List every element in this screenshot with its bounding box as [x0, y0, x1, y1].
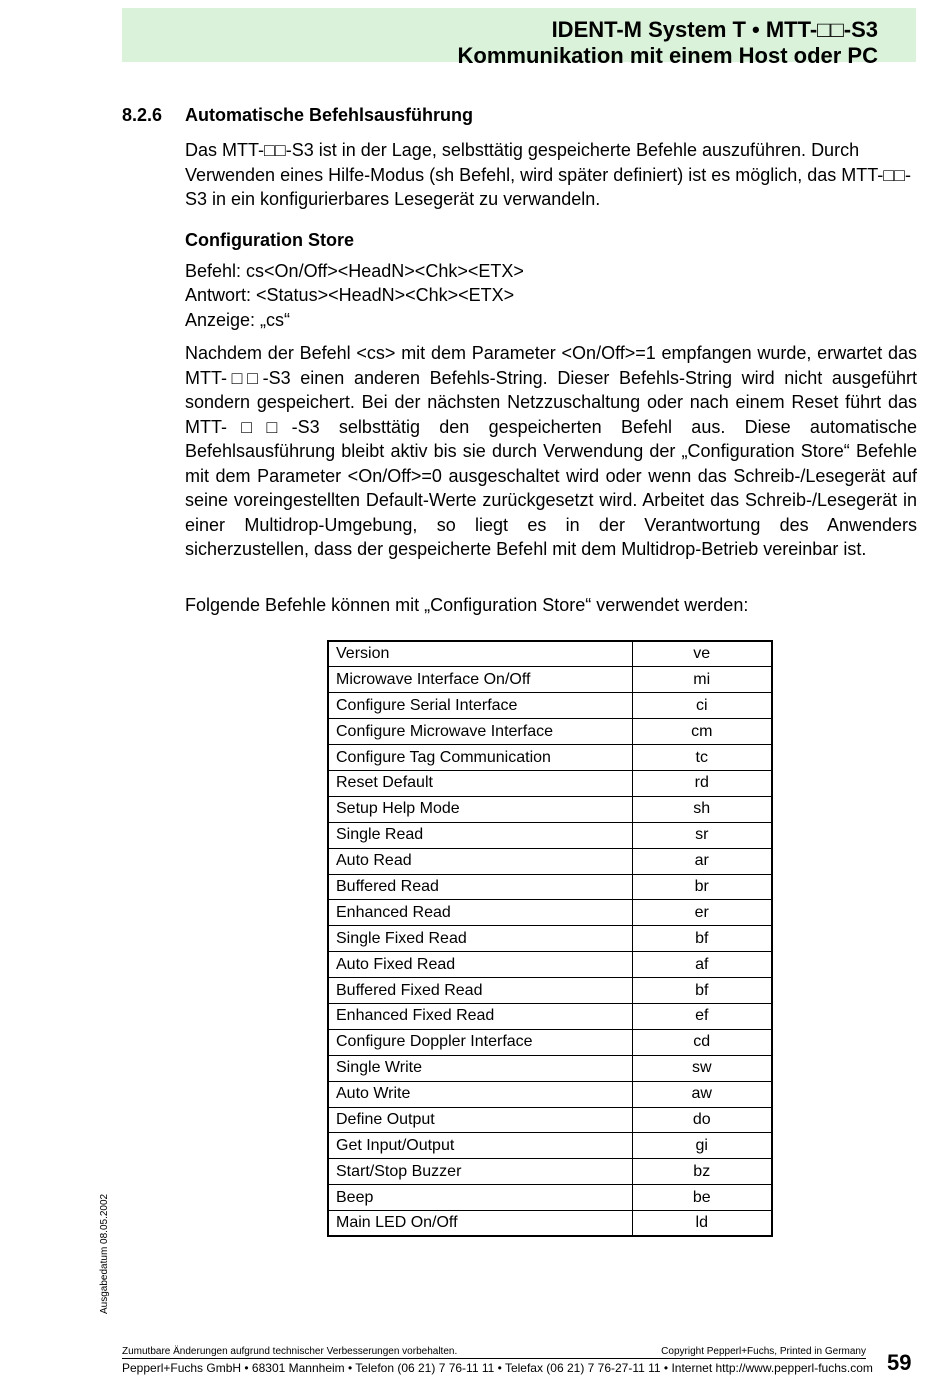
table-row: [328, 1107, 772, 1133]
command-code: sh: [632, 796, 772, 822]
table-row: [328, 822, 772, 848]
command-code: bz: [632, 1159, 772, 1185]
antwort-line: Antwort: <Status><HeadN><Chk><ETX>: [185, 285, 515, 305]
command-name: Auto Read: [328, 848, 632, 874]
table-row: [328, 874, 772, 900]
command-name: Auto Fixed Read: [328, 952, 632, 978]
command-code: sr: [632, 822, 772, 848]
command-name: Single Write: [328, 1055, 632, 1081]
table-row: [328, 1159, 772, 1185]
description-paragraph: Nachdem der Befehl <cs> mit dem Parameter <On/Off>=1 empfangen wurde, erwartet das MTT-□□-S3 einen anderen Befehls-String. Dieser Befehls-String wird nicht ausgeführt sondern gespeichert. Bei der nächsten Netzzuschaltung oder nach einem Reset führt das MTT-□□-S3 selbsttätig den gespeicherten Befehl aus. Diese automatische Befehlsausführung bleibt aktiv bis sie durch Verwendung der „Configuration Store“ Befehle mit dem Parameter <On/Off>=0 ausgeschaltet wird oder wenn das Schreib-/Lesegerät auf seine voreingestellten Default-Werte zurückgesetzt wird. Arbeitet das Schreib-/Lesegerät in einer Multidrop-Umgebung, so liegt es in der Verantwortung des Anwenders sicherzustellen, dass der gespeicherte Befehl mit dem Multidrop-Betrieb vereinbar ist.: [185, 343, 917, 559]
table-row: [328, 693, 772, 719]
subsection-title: Configuration Store: [185, 230, 354, 250]
command-name: Buffered Fixed Read: [328, 978, 632, 1004]
command-code: sw: [632, 1055, 772, 1081]
command-code: ve: [632, 641, 772, 667]
intro-paragraph: Das MTT-□□-S3 ist in der Lage, selbsttätig gespeicherte Befehle auszuführen. Durch Verwenden eines Hilfe-Modus (sh Befehl, wird später definiert) ist es möglich, das MTT-□□-S3 in ein konfigurierbares Lesegerät zu verwandeln.: [185, 140, 912, 209]
table-row: [328, 1029, 772, 1055]
command-name: Enhanced Fixed Read: [328, 1003, 632, 1029]
table-row: [328, 952, 772, 978]
footer-divider: [122, 1358, 866, 1359]
command-name: Main LED On/Off: [328, 1211, 632, 1237]
page-number: 59: [887, 1350, 912, 1375]
command-name: Beep: [328, 1185, 632, 1211]
command-name: Setup Help Mode: [328, 796, 632, 822]
table-row: [328, 1211, 772, 1237]
header-title: IDENT-M System T • MTT-□□-S3: [551, 17, 878, 42]
list-intro: Folgende Befehle können mit „Configuration Store“ verwendet werden:: [185, 595, 749, 615]
table-row: [328, 719, 772, 745]
header-band: [122, 8, 916, 68]
header-subtitle: Kommunikation mit einem Host oder PC: [457, 43, 878, 68]
command-code: er: [632, 900, 772, 926]
table-row: [328, 848, 772, 874]
table-row: [328, 1055, 772, 1081]
command-code: ar: [632, 848, 772, 874]
table-row: [328, 1003, 772, 1029]
table-row: [328, 745, 772, 771]
command-code: aw: [632, 1081, 772, 1107]
command-code: rd: [632, 770, 772, 796]
command-code: ld: [632, 1211, 772, 1237]
command-table: [327, 640, 773, 1237]
footer-copyright: Copyright Pepperl+Fuchs, Printed in Germany: [661, 1346, 866, 1357]
table-row: [328, 667, 772, 693]
command-code: tc: [632, 745, 772, 771]
section-number: 8.2.6: [122, 105, 163, 125]
command-name: Single Fixed Read: [328, 926, 632, 952]
command-code: bf: [632, 978, 772, 1004]
table-row: [328, 770, 772, 796]
command-code: cd: [632, 1029, 772, 1055]
command-code: be: [632, 1185, 772, 1211]
table-row: [328, 796, 772, 822]
command-name: Microwave Interface On/Off: [328, 667, 632, 693]
table-row: [328, 1185, 772, 1211]
command-name: Configure Doppler Interface: [328, 1029, 632, 1055]
command-name: Configure Tag Communication: [328, 745, 632, 771]
befehl-line: Befehl: cs<On/Off><HeadN><Chk><ETX>: [185, 261, 524, 281]
command-name: Configure Microwave Interface: [328, 719, 632, 745]
issue-date: Ausgabedatum 08.05.2002: [99, 1193, 110, 1314]
command-name: Buffered Read: [328, 874, 632, 900]
table-row: [328, 641, 772, 667]
table-row: [328, 926, 772, 952]
command-code: ci: [632, 693, 772, 719]
command-name: Configure Serial Interface: [328, 693, 632, 719]
footer-note: Zumutbare Änderungen aufgrund technischer Verbesserungen vorbehalten.: [122, 1346, 458, 1357]
anzeige-line: Anzeige: „cs“: [185, 310, 291, 330]
command-code: cm: [632, 719, 772, 745]
footer-address: Pepperl+Fuchs GmbH • 68301 Mannheim • Telefon (06 21) 7 76-11 11 • Telefax (06 21) 7 76-27-11 11 • Internet http://www.pepperl-fuchs.com: [122, 1361, 873, 1375]
command-code: mi: [632, 667, 772, 693]
command-name: Single Read: [328, 822, 632, 848]
command-name: Get Input/Output: [328, 1133, 632, 1159]
table-row: [328, 978, 772, 1004]
command-name: Enhanced Read: [328, 900, 632, 926]
command-code: bf: [632, 926, 772, 952]
command-name: Auto Write: [328, 1081, 632, 1107]
command-code: do: [632, 1107, 772, 1133]
command-code: ef: [632, 1003, 772, 1029]
table-row: [328, 900, 772, 926]
command-name: Version: [328, 641, 632, 667]
table-row: [328, 1081, 772, 1107]
command-name: Reset Default: [328, 770, 632, 796]
table-row: [328, 1133, 772, 1159]
command-name: Define Output: [328, 1107, 632, 1133]
section-title: Automatische Befehlsausführung: [185, 105, 474, 125]
command-code: br: [632, 874, 772, 900]
command-code: gi: [632, 1133, 772, 1159]
command-code: af: [632, 952, 772, 978]
command-name: Start/Stop Buzzer: [328, 1159, 632, 1185]
